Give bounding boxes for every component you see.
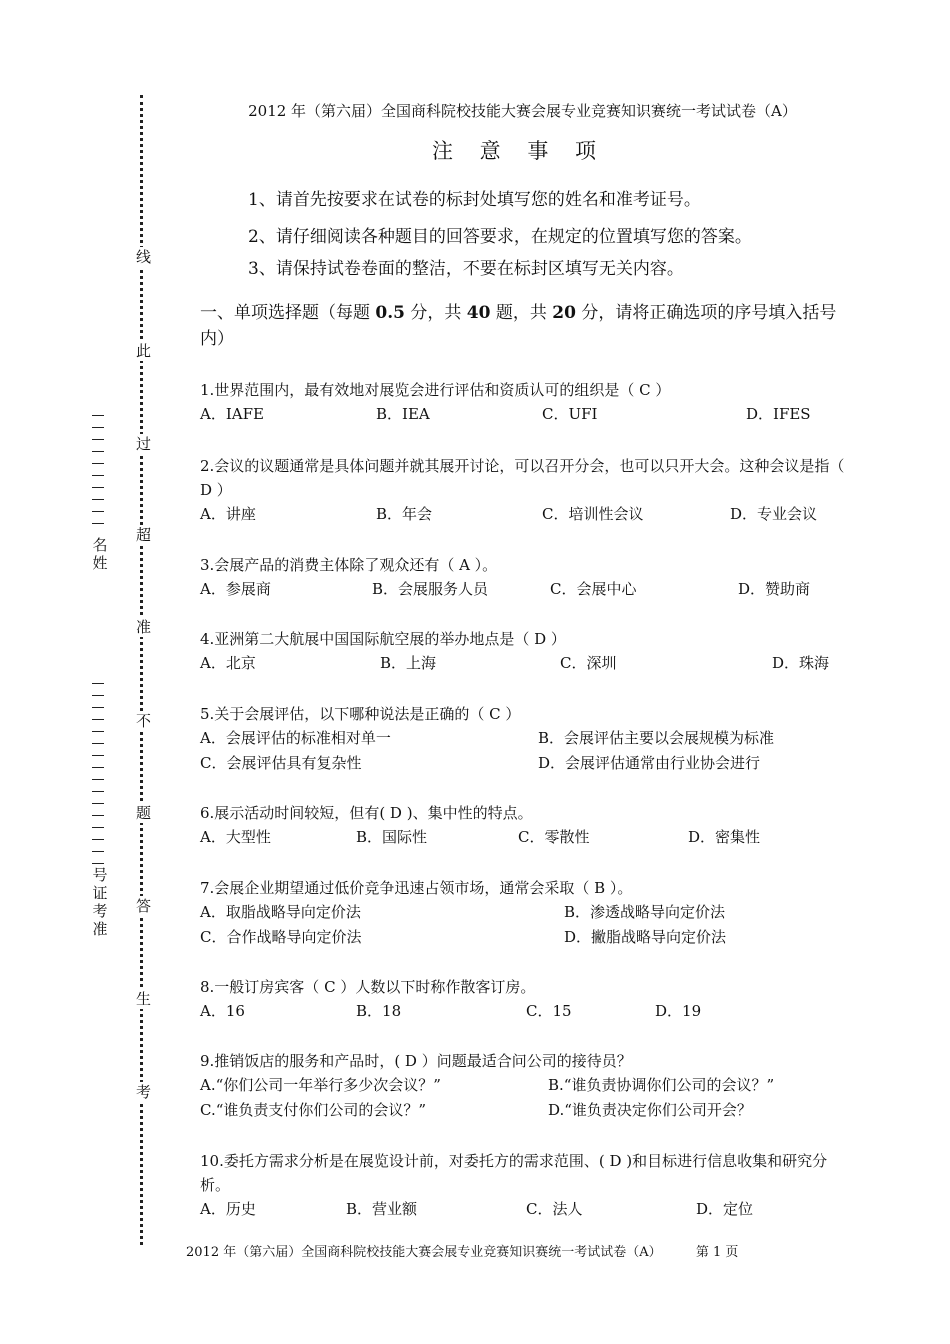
option-B: B．会展服务人员 (372, 580, 489, 598)
seal-char: 此 (136, 342, 152, 360)
seal-dotted-line (140, 95, 143, 1245)
option-C: C．会展中心 (550, 580, 637, 598)
page-number: 第 1 页 (695, 1245, 739, 1260)
option-row (200, 751, 845, 776)
exam-id-label (92, 866, 108, 938)
seal-char: 题 (136, 804, 152, 822)
option-D: D．赞助商 (738, 580, 811, 598)
fill-dash (92, 827, 104, 839)
option-A: A．讲座 (200, 505, 256, 523)
name-fill-line (91, 415, 104, 533)
notice-heading: 注 意 事 项 (431, 139, 607, 163)
option-A: A．历史 (200, 1200, 256, 1218)
option-row (200, 1073, 845, 1098)
fill-dash (92, 731, 104, 743)
section-count: 40 (466, 303, 491, 323)
fill-dash (92, 475, 104, 487)
question-8 (200, 975, 845, 1024)
option-B: B．国际性 (356, 828, 428, 846)
seal-char: 答 (136, 897, 152, 915)
fill-dash (92, 707, 104, 719)
option-A: A．IAFE (200, 405, 264, 423)
section-heading (200, 300, 845, 352)
question-2 (200, 454, 845, 527)
question-6 (200, 801, 845, 850)
question-4 (200, 627, 845, 676)
fill-dash (92, 487, 104, 499)
notice-item-1: 1、请首先按要求在试卷的标封处填写您的姓名和准考证号。 (248, 190, 701, 210)
option-D: D．IFES (746, 405, 811, 423)
option-B: B．会展评估主要以会展规模为标准 (538, 729, 775, 747)
question-3 (200, 553, 845, 602)
question-stem: 6.展示活动时间较短，但有( D )、集中性的特点。 (200, 804, 533, 822)
option-B: B.“谁负责协调你们公司的会议？” (548, 1076, 775, 1094)
exam-id-label-text: 号证考准 (92, 866, 108, 938)
option-C: C．零散性 (518, 828, 590, 846)
fill-dash (92, 439, 104, 451)
option-D: D．密集性 (688, 828, 761, 846)
section-prefix: 一、单项选择题（每题 (200, 303, 376, 323)
fill-dash (92, 815, 104, 827)
seal-char: 超 (136, 526, 152, 544)
question-9 (200, 1049, 845, 1123)
fill-dash (92, 767, 104, 779)
option-row (200, 577, 845, 602)
fill-dash (92, 743, 104, 755)
option-A: A．大型性 (200, 828, 271, 846)
question-stem: 9.推销饭店的服务和产品时，( D ）问题最适合问公司的接待员？ (200, 1052, 632, 1070)
document-title: 2012 年（第六届）全国商科院校技能大赛会展专业竞赛知识赛统一考试试卷（A） (248, 102, 797, 120)
section-score: 0.5 (375, 303, 405, 323)
question-stem: 8.一般订房宾客（ C ）人数以下时称作散客订房。 (200, 978, 536, 996)
option-row (200, 726, 845, 751)
option-D: D．19 (655, 1002, 702, 1020)
fill-dash (92, 427, 104, 439)
option-row (200, 825, 845, 850)
exam-id-fill-line (91, 683, 104, 863)
seal-char: 过 (136, 435, 152, 453)
option-B: B．上海 (380, 654, 437, 672)
option-C: C.“谁负责支付你们公司的会议？” (200, 1101, 427, 1119)
option-row (200, 999, 845, 1024)
seal-char: 生 (136, 990, 152, 1008)
seal-char: 线 (136, 248, 152, 266)
option-B: B．IEA (376, 405, 430, 423)
fill-dash (92, 523, 104, 535)
option-B: B．渗透战略导向定价法 (564, 903, 726, 921)
option-C: C．培训性会议 (542, 505, 644, 523)
section-suffix: 分，请将正确选项的序号填入括号内） (200, 303, 837, 349)
question-1 (200, 378, 845, 427)
option-row (200, 1197, 845, 1222)
option-D: D．专业会议 (730, 505, 818, 523)
option-A: A．16 (200, 1002, 245, 1020)
fill-dash (92, 719, 104, 731)
option-C: C．合作战略导向定价法 (200, 928, 362, 946)
option-C: C．深圳 (560, 654, 617, 672)
fill-dash (92, 683, 104, 695)
question-stem: 3.会展产品的消费主体除了观众还有（ A ）。 (200, 556, 498, 574)
option-A: A．会展评估的标准相对单一 (200, 729, 391, 747)
question-stem: 10.委托方需求分析是在展览设计前，对委托方的需求范围、( D )和目标进行信息收集和研究分析。 (200, 1152, 828, 1194)
option-row (200, 651, 845, 676)
option-A: A．取脂战略导向定价法 (200, 903, 361, 921)
option-D: D．会展评估通常由行业协会进行 (538, 754, 761, 772)
section-total: 20 (552, 303, 576, 323)
option-row (200, 925, 845, 950)
fill-dash (92, 463, 104, 475)
notice-item-3: 3、请保持试卷卷面的整洁，不要在标封区填写无关内容。 (248, 259, 684, 279)
fill-dash (92, 511, 104, 523)
option-D: D．定位 (696, 1200, 754, 1218)
option-D: D．撇脂战略导向定价法 (564, 928, 727, 946)
section-mid1: 分，共 (404, 303, 467, 323)
question-stem: 7.会展企业期望通过低价竞争迅速占领市场，通常会采取（ B ）。 (200, 879, 633, 897)
fill-dash (92, 415, 104, 427)
fill-dash (92, 779, 104, 791)
page-footer (186, 1241, 738, 1260)
seal-char: 考 (136, 1083, 152, 1101)
fill-dash (92, 839, 104, 851)
option-C: C．法人 (526, 1200, 583, 1218)
option-A: A．参展商 (200, 580, 271, 598)
option-B: B．年会 (376, 505, 433, 523)
option-row (200, 1098, 845, 1123)
option-B: B．营业额 (346, 1200, 418, 1218)
option-B: B．18 (356, 1002, 402, 1020)
option-row (200, 502, 845, 527)
option-D: D.“谁负责决定你们公司开会？ (548, 1101, 752, 1119)
option-C: C．会展评估具有复杂性 (200, 754, 362, 772)
seal-char: 不 (136, 712, 152, 730)
option-C: C．15 (526, 1002, 572, 1020)
option-C: C．UFI (542, 405, 598, 423)
section-mid2: 题，共 (490, 303, 553, 323)
option-row (200, 402, 845, 427)
question-7 (200, 876, 845, 950)
fill-dash (92, 851, 104, 863)
option-A: A.“你们公司一年举行多少次会议？” (200, 1076, 441, 1094)
option-A: A．北京 (200, 654, 256, 672)
option-D: D．珠海 (772, 654, 830, 672)
fill-dash (92, 695, 104, 707)
fill-dash (92, 803, 104, 815)
seal-char: 准 (136, 618, 152, 636)
fill-dash (92, 499, 104, 511)
name-label-text: 名姓 (92, 536, 108, 572)
option-row (200, 900, 845, 925)
name-label (92, 536, 108, 572)
question-stem: 4.亚洲第二大航展中国国际航空展的举办地点是（ D ） (200, 630, 566, 648)
footer-title: 2012 年（第六届）全国商科院校技能大赛会展专业竞赛知识赛统一考试试卷（A） (186, 1245, 662, 1260)
question-stem: 2.会议的议题通常是具体问题并就其展开讨论，可以召开分会，也可以只开大会。这种会议是指（ D ） (200, 457, 845, 499)
question-stem: 1.世界范围内，最有效地对展览会进行评估和资质认可的组织是（ C ） (200, 381, 671, 399)
fill-dash (92, 451, 104, 463)
fill-dash (92, 755, 104, 767)
question-10 (200, 1149, 845, 1222)
question-5 (200, 702, 845, 776)
question-stem: 5.关于会展评估，以下哪种说法是正确的（ C ） (200, 705, 521, 723)
notice-item-2: 2、请仔细阅读各种题目的回答要求，在规定的位置填写您的答案。 (248, 227, 752, 247)
fill-dash (92, 791, 104, 803)
